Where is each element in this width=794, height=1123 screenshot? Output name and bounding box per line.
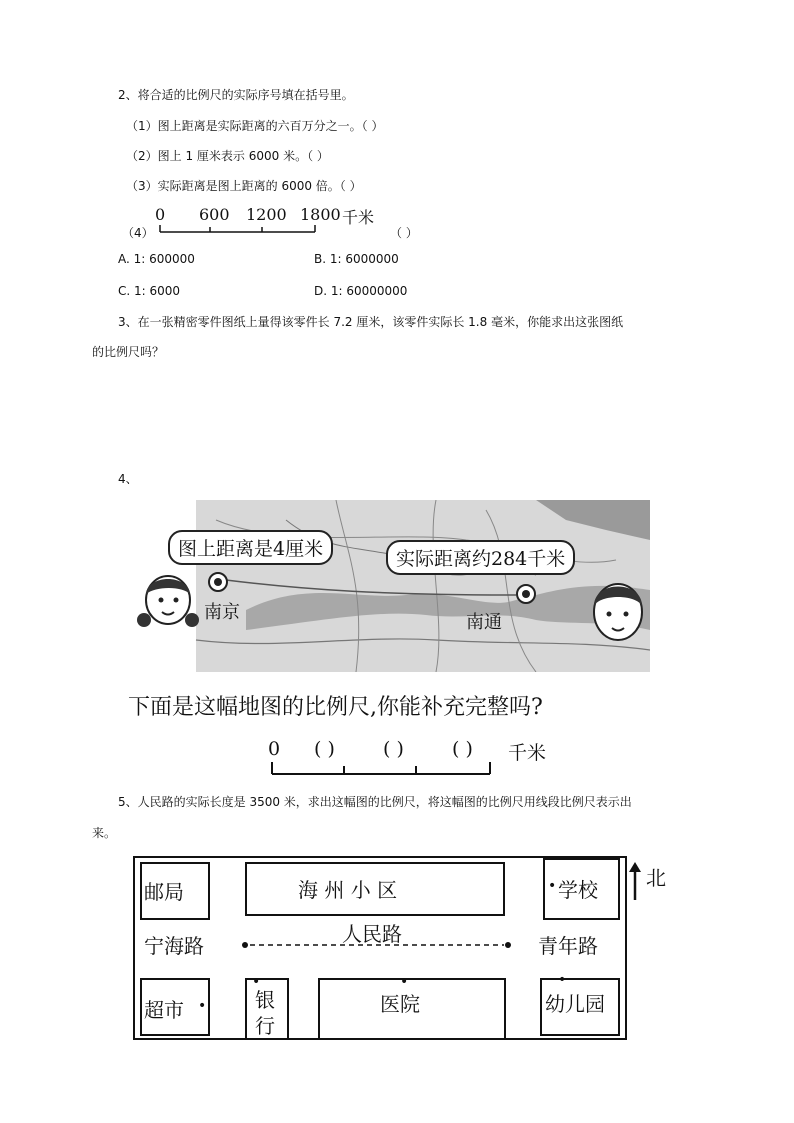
boy-cartoon — [586, 572, 650, 650]
q2-item-2: （2）图上 1 厘米表示 6000 米。（ ） — [126, 149, 329, 163]
bank-dot: • — [252, 974, 261, 990]
ninghai-road-label: 宁海路 — [144, 934, 204, 958]
scale-tick-0: 0 — [155, 205, 166, 224]
q2-option-d: D. 1: 60000000 — [314, 284, 408, 298]
q2-item-1: （1）图上距离是实际距离的六百万分之一。（ ） — [126, 119, 384, 133]
kindergarten-dot: • — [558, 972, 567, 988]
nantong-marker-icon — [514, 582, 538, 606]
north-label: 北 — [646, 866, 666, 890]
q5-line-1: 5、人民路的实际长度是 3500 米，求出这幅图的比例尺，将这幅图的比例尺用线段比例尺表示出 — [118, 795, 632, 809]
hospital-dot: • — [400, 974, 409, 990]
q3-line-1: 3、在一张精密零件图纸上量得该零件长 7.2 厘米，该零件实际长 1.8 毫米，你能求出这张图纸 — [118, 315, 624, 329]
scale-line — [150, 222, 320, 236]
q2-item-4-paren: （ ） — [390, 226, 418, 240]
q2-title: 2、将合适的比例尺的实际序号填在括号里。 — [118, 88, 354, 102]
renmin-road-label: 人民路 — [342, 922, 402, 946]
renmin-road-dashed-line — [242, 940, 512, 950]
city-nantong: 南通 — [466, 612, 502, 633]
q4-question: 下面是这幅地图的比例尺,你能补充完整吗? — [128, 695, 543, 720]
school-dot: • — [548, 878, 557, 894]
map-illustration — [136, 500, 650, 672]
supermarket-dot: • — [198, 998, 207, 1014]
post-office-label: 邮局 — [144, 880, 184, 904]
q5-line-2: 来。 — [92, 826, 117, 840]
scale-tick-600: 600 — [199, 205, 230, 224]
scale-tick-1800: 1800 — [300, 205, 341, 224]
nanjing-marker-icon — [206, 570, 230, 594]
q2-item-3: （3）实际距离是图上距离的 6000 倍。（ ） — [126, 179, 362, 193]
supermarket-label: 超市 — [144, 998, 184, 1022]
q4-scale-blank-3: ( ) — [452, 738, 473, 760]
bubble-right: 实际距离约284千米 — [386, 540, 575, 575]
hospital-label: 医院 — [380, 992, 420, 1016]
bubble-left: 图上距离是4厘米 — [168, 530, 333, 565]
north-arrow-icon — [628, 862, 642, 902]
q4-scale-blank-1: ( ) — [314, 738, 335, 760]
girl-cartoon — [136, 562, 200, 634]
q2-option-b: B. 1: 6000000 — [314, 252, 399, 266]
q4-scale-line — [266, 760, 506, 780]
q4-scale-unit: 千米 — [508, 742, 547, 764]
q4-scale-blank-2: ( ) — [383, 738, 404, 760]
city-nanjing: 南京 — [204, 602, 240, 623]
q4-scale-zero: 0 — [268, 738, 281, 760]
bank-label-1: 银 — [255, 988, 275, 1012]
scale-tick-1200: 1200 — [246, 205, 287, 224]
scale-unit: 千米 — [342, 208, 375, 227]
qingnian-road-label: 青年路 — [538, 934, 598, 958]
q2-item-4-label: （4） — [122, 226, 154, 240]
q2-option-c: C. 1: 6000 — [118, 284, 181, 298]
q4-number: 4、 — [118, 472, 138, 486]
q2-option-a: A. 1: 600000 — [118, 252, 195, 266]
bank-label-2: 行 — [255, 1014, 275, 1038]
kindergarten-label: 幼儿园 — [545, 992, 605, 1016]
community-label: 海 州 小 区 — [298, 878, 398, 902]
school-label: 学校 — [558, 878, 598, 902]
q3-line-2: 的比例尺吗？ — [92, 345, 165, 359]
